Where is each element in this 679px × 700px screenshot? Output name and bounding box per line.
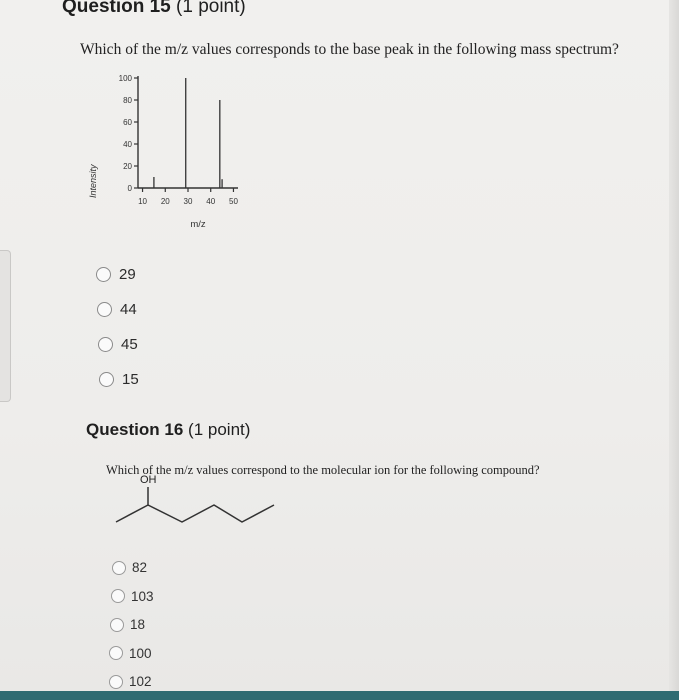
x-tick-label: 40 xyxy=(206,197,216,206)
q16-option-label: 18 xyxy=(130,617,146,632)
y-axis-label: Intensity xyxy=(88,164,98,198)
q16-option[interactable] xyxy=(111,589,154,604)
q15-radio-button[interactable] xyxy=(97,302,112,317)
question-16-points: (1 point) xyxy=(188,420,251,439)
q15-option[interactable] xyxy=(99,371,139,388)
q16-option-label: 100 xyxy=(129,645,152,661)
mass-spectrum-chart xyxy=(80,66,250,236)
question-16-label: Question 16 xyxy=(86,420,184,439)
q15-option[interactable] xyxy=(96,266,136,283)
q15-radio-button[interactable] xyxy=(96,267,111,282)
x-axis-label: m/z xyxy=(190,219,206,230)
q15-option-label: 15 xyxy=(122,371,139,388)
q16-radio-button[interactable] xyxy=(111,589,125,603)
q15-radio-button[interactable] xyxy=(98,337,113,352)
q15-radio-button[interactable] xyxy=(99,372,114,387)
y-tick-label: 40 xyxy=(123,140,132,149)
q16-option[interactable] xyxy=(112,560,147,575)
hydroxyl-label: OH xyxy=(140,474,157,486)
x-tick-label: 50 xyxy=(229,197,238,206)
q16-option[interactable] xyxy=(109,674,152,689)
q16-option-label: 103 xyxy=(131,588,154,604)
x-tick-label: 20 xyxy=(160,197,170,206)
q16-radio-button[interactable] xyxy=(109,646,123,660)
y-tick-label: 80 xyxy=(123,96,132,105)
page-edge-shadow xyxy=(669,0,679,700)
question-16-title xyxy=(86,420,250,440)
y-tick-label: 20 xyxy=(123,162,132,171)
question-15-points: (1 point) xyxy=(176,0,246,17)
q16-option-label: 82 xyxy=(132,560,148,575)
q15-option[interactable] xyxy=(98,336,138,353)
bottom-toolbar-strip xyxy=(0,691,679,700)
q15-option[interactable] xyxy=(97,301,137,318)
q16-option[interactable] xyxy=(109,646,152,661)
q15-option-label: 29 xyxy=(119,266,136,283)
q16-option-label: 102 xyxy=(129,674,152,689)
x-tick-label: 30 xyxy=(183,197,193,206)
q16-radio-button[interactable] xyxy=(109,675,123,689)
side-panel-tab[interactable] xyxy=(0,250,11,402)
question-15-label: Question 15 xyxy=(62,0,171,17)
q16-radio-button[interactable] xyxy=(110,618,124,632)
y-tick-label: 60 xyxy=(123,118,132,127)
question-16-prompt: Which of the m/z values correspond to the molecular ion for the following compound? xyxy=(106,463,540,477)
q15-option-label: 45 xyxy=(121,336,138,353)
q16-option[interactable] xyxy=(110,617,145,632)
question-15-title xyxy=(62,0,246,18)
y-tick-label: 0 xyxy=(127,184,132,193)
question-15-prompt: Which of the m/z values corresponds to the base peak in the following mass spectrum? xyxy=(80,41,619,58)
y-tick-label: 100 xyxy=(118,74,132,83)
q16-radio-button[interactable] xyxy=(112,561,126,575)
carbon-chain xyxy=(116,505,274,522)
x-tick-label: 10 xyxy=(138,197,147,206)
q15-option-label: 44 xyxy=(120,301,137,318)
compound-structure xyxy=(110,470,290,540)
